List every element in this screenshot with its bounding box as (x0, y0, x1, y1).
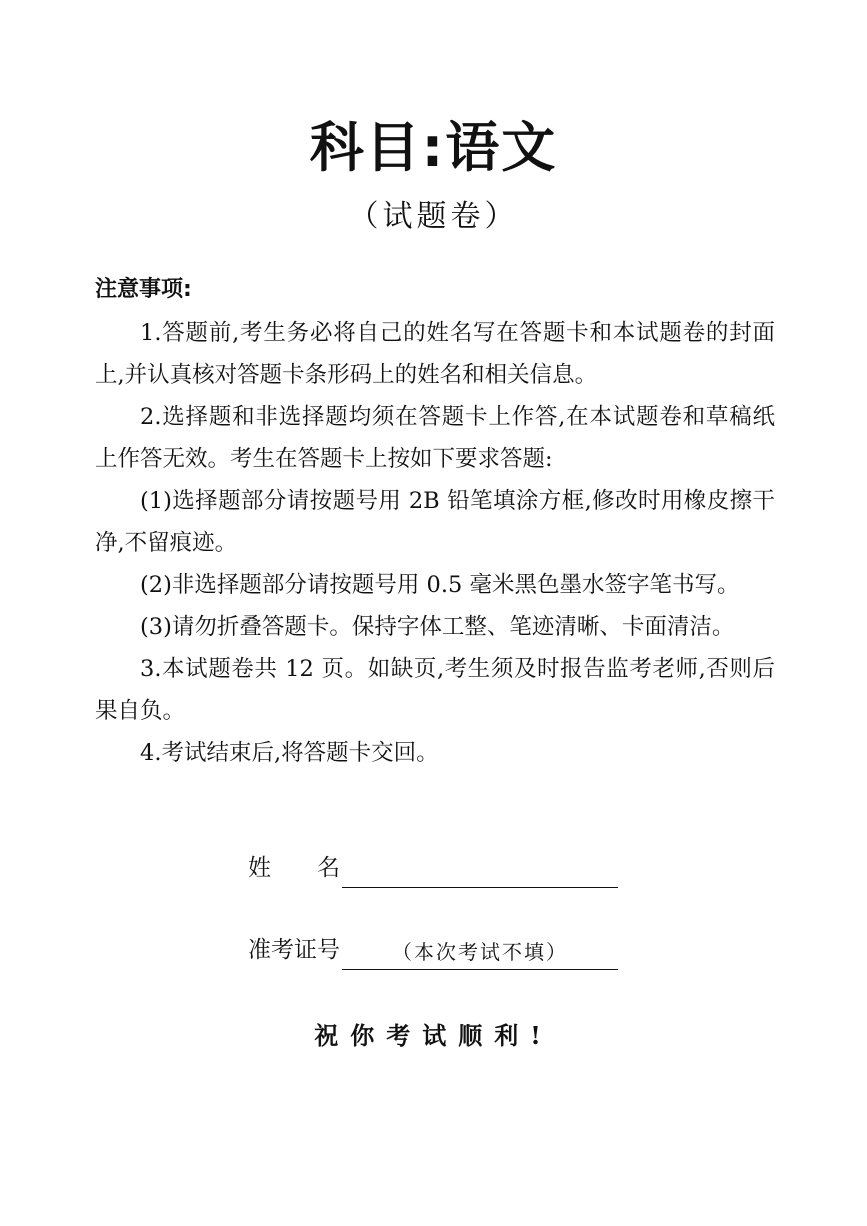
good-luck-message: 祝你考试顺利! (314, 1021, 553, 1050)
notice-heading: 注意事项: (95, 277, 192, 302)
notice-item: 1.答题前,考生务必将自己的姓名写在答题卡和本试题卷的封面上,并认真核对答题卡条形码上的姓名和相关信息。 (95, 320, 775, 388)
exam-paper-subtitle: （试题卷） (348, 199, 519, 234)
name-label: 姓 名 (248, 855, 340, 881)
notice-item: 2.选择题和非选择题均须在答题卡上作答,在本试题卷和草稿纸上作答无效。考生在答题卡上按如下要求答题: (95, 404, 775, 472)
notice-list (95, 312, 775, 774)
name-blank-line[interactable] (342, 855, 618, 888)
exam-subject-title: 科目:语文 (309, 116, 558, 179)
notice-item: (3)请勿折叠答题卡。保持字体工整、笔迹清晰、卡面清洁。 (140, 614, 735, 640)
notice-item: 3.本试题卷共 12 页。如缺页,考生须及时报告监考老师,否则后果自负。 (95, 656, 775, 724)
notice-item: 4.考试结束后,将答题卡交回。 (140, 740, 439, 766)
notice-item: (2)非选择题部分请按题号用 0.5 毫米黑色墨水签字笔书写。 (140, 572, 740, 598)
exam-id-blank-line[interactable]: （本次考试不填） (342, 937, 618, 970)
notice-item: (1)选择题部分请按题号用 2B 铅笔填涂方框,修改时用橡皮擦干净,不留痕迹。 (95, 488, 775, 556)
exam-id-label: 准考证号 (248, 937, 340, 963)
name-field (248, 848, 618, 888)
exam-id-field (248, 930, 618, 970)
